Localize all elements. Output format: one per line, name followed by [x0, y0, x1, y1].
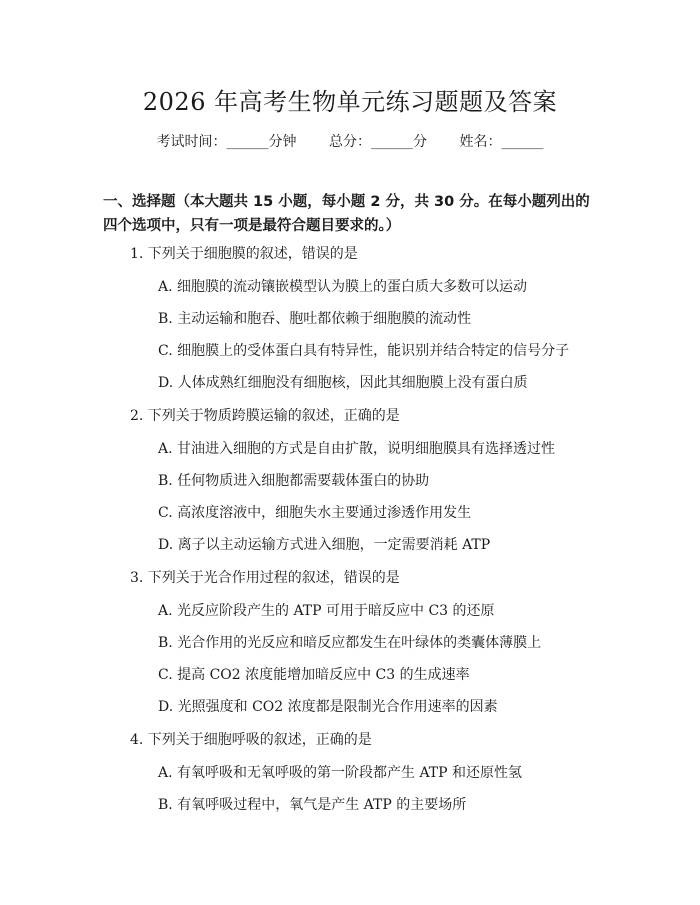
option-c: C. 高浓度溶液中，细胞失水主要通过渗透作用发生 — [158, 505, 472, 521]
question-1 — [130, 243, 650, 405]
question-stem: 1. 下列关于细胞膜的叙述，错误的是 — [130, 246, 358, 262]
option-d: D. 人体成熟红细胞没有细胞核，因此其细胞膜上没有蛋白质 — [158, 375, 528, 391]
question-list — [130, 243, 650, 827]
exam-time-field: 考试时间：______分钟 — [156, 134, 297, 150]
document-title: 2026 年高考生物单元练习题题及答案 — [142, 88, 558, 116]
exam-meta — [0, 131, 700, 151]
student-name-field: 姓名：______ — [459, 134, 544, 150]
option-d: D. 光照强度和 CO2 浓度都是限制光合作用速率的因素 — [158, 699, 498, 715]
option-b: B. 光合作用的光反应和暗反应都发生在叶绿体的类囊体薄膜上 — [158, 635, 542, 651]
option-a: A. 有氧呼吸和无氧呼吸的第一阶段都产生 ATP 和还原性氢 — [158, 765, 523, 781]
option-b: B. 有氧呼吸过程中，氧气是产生 ATP 的主要场所 — [158, 797, 467, 813]
option-a: A. 甘油进入细胞的方式是自由扩散，说明细胞膜具有选择透过性 — [158, 441, 556, 457]
option-a: A. 细胞膜的流动镶嵌模型认为膜上的蛋白质大多数可以运动 — [158, 279, 528, 295]
option-a: A. 光反应阶段产生的 ATP 可用于暗反应中 C3 的还原 — [158, 603, 495, 619]
total-score-field: 总分：______分 — [329, 134, 427, 150]
option-c: C. 细胞膜上的受体蛋白具有特异性，能识别并结合特定的信号分子 — [158, 343, 570, 359]
section-header: 一、选择题（本大题共 15 小题，每小题 2 分，共 30 分。在每小题列出的四个选项中，只有一项是最符合题目要求的。） — [103, 194, 590, 234]
question-stem: 3. 下列关于光合作用过程的叙述，错误的是 — [130, 570, 400, 586]
question-3 — [130, 567, 650, 729]
question-stem: 2. 下列关于物质跨膜运输的叙述，正确的是 — [130, 408, 400, 424]
option-b: B. 任何物质进入细胞都需要载体蛋白的协助 — [158, 473, 430, 489]
question-stem: 4. 下列关于细胞呼吸的叙述，正确的是 — [130, 732, 372, 748]
option-c: C. 提高 CO2 浓度能增加暗反应中 C3 的生成速率 — [158, 667, 470, 683]
option-b: B. 主动运输和胞吞、胞吐都依赖于细胞膜的流动性 — [158, 311, 472, 327]
option-d: D. 离子以主动运输方式进入细胞，一定需要消耗 ATP — [158, 537, 491, 553]
question-2 — [130, 405, 650, 567]
question-4 — [130, 729, 650, 827]
